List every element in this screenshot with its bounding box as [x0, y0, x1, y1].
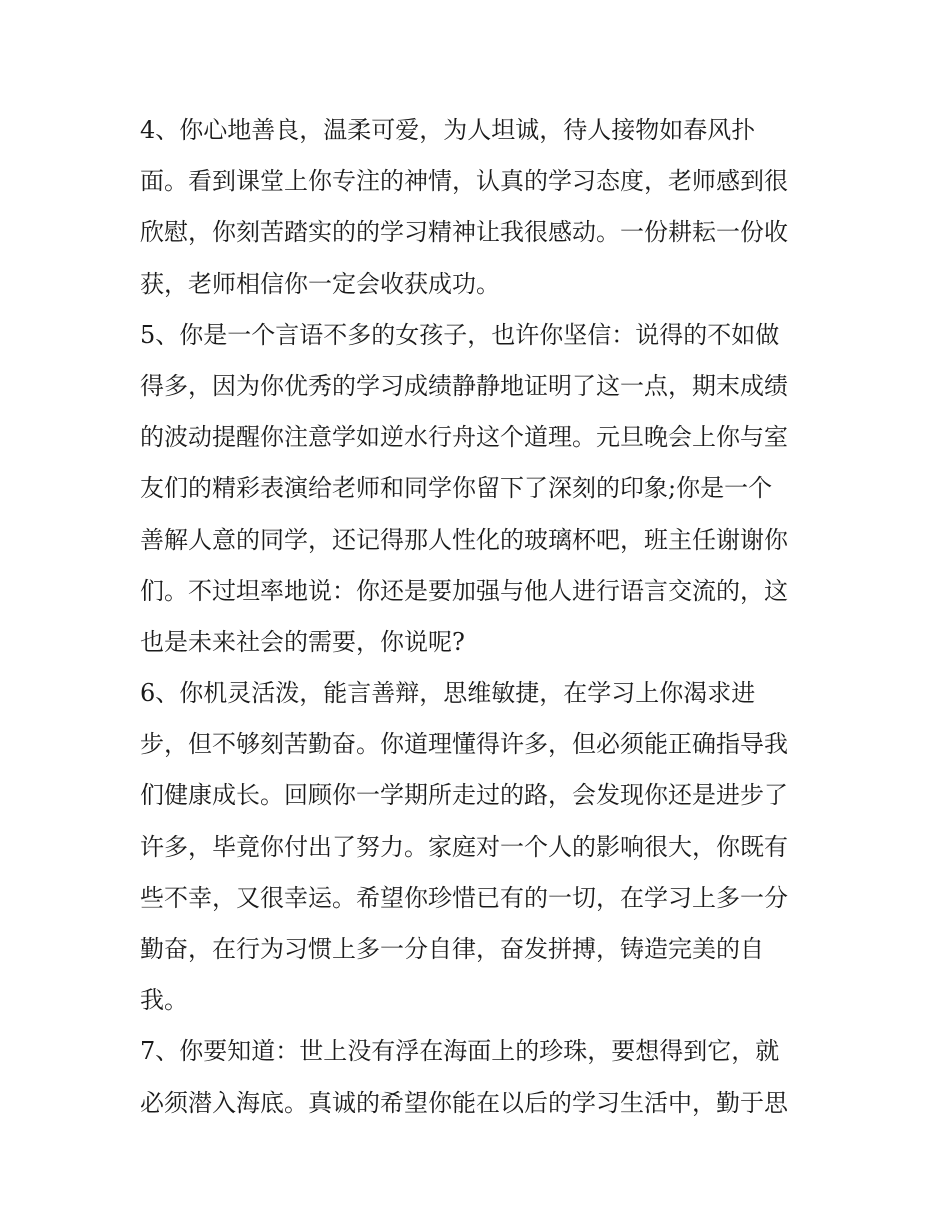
text-line: 5、你是一个言语不多的女孩子，也许你坚信：说得的不如做 [140, 320, 780, 349]
text-line: 也是未来社会的需要，你说呢? [140, 627, 465, 656]
text-line: 们。不过坦率地说：你还是要加强与他人进行语言交流的，这 [140, 576, 788, 605]
text-line: 6、你机灵活泼，能言善辩，思维敏捷，在学习上你渴求进 [140, 679, 756, 708]
text-line: 7、你要知道：世上没有浮在海面上的珍珠，要想得到它，就 [140, 1037, 780, 1066]
text-line: 得多，因为你优秀的学习成绩静静地证明了这一点，期末成绩 [140, 371, 788, 400]
text-line: 勤奋，在行为习惯上多一分自律，奋发拼搏，铸造完美的自 [140, 935, 764, 963]
text-line: 4、你心地善良，温柔可爱，为人坦诚，待人接物如春风扑 [140, 116, 756, 144]
text-line: 们健康成长。回顾你一学期所走过的路，会发现你还是进步了 [140, 781, 788, 810]
text-line: 友们的精彩表演给老师和同学你留下了深刻的印象;你是一个 [140, 474, 773, 503]
document-body [140, 105, 820, 1129]
text-line: 些不幸，又很幸运。希望你珍惜已有的一切，在学习上多一分 [140, 883, 788, 912]
text-line: 我。 [140, 986, 188, 1015]
text-line: 获，老师相信你一定会收获成功。 [140, 269, 500, 298]
text-line: 的波动提醒你注意学如逆水行舟这个道理。元旦晚会上你与室 [140, 423, 788, 452]
text-line: 许多，毕竟你付出了努力。家庭对一个人的影响很大，你既有 [140, 832, 788, 861]
text-line: 善解人意的同学，还记得那人性化的玻璃杯吧，班主任谢谢你 [140, 525, 788, 554]
text-line: 面。看到课堂上你专注的神情，认真的学习态度，老师感到很 [140, 167, 788, 196]
text-line: 必须潜入海底。真诚的希望你能在以后的学习生活中，勤于思 [140, 1088, 788, 1117]
text-line: 步，但不够刻苦勤奋。你道理懂得许多，但必须能正确指导我 [140, 730, 788, 759]
text-line: 欣慰，你刻苦踏实的的学习精神让我很感动。一份耕耘一份收 [140, 218, 788, 247]
